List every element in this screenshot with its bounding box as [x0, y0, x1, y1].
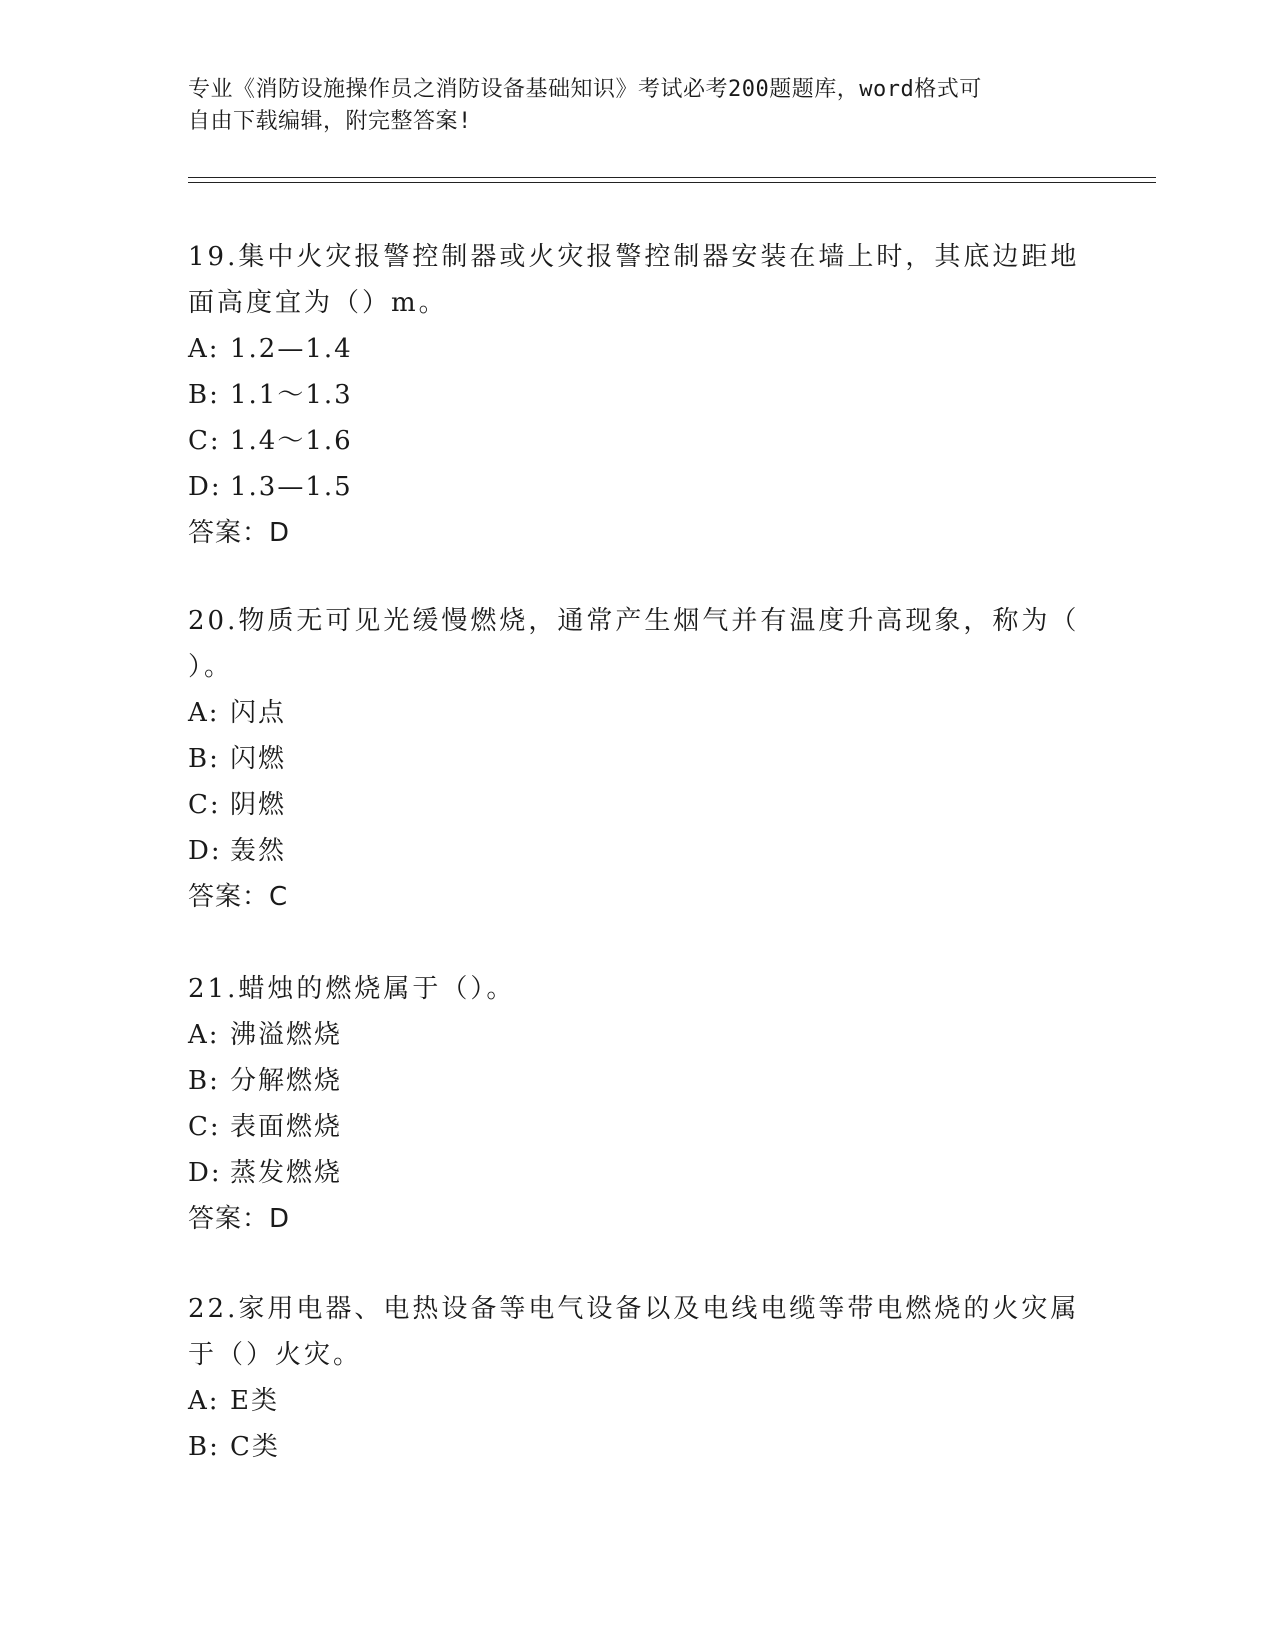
question-19	[188, 234, 1088, 556]
option-d	[188, 464, 1088, 510]
option-d	[188, 1150, 1088, 1196]
question-stem-line: 22.家用电器、电热设备等电气设备以及电线电缆等带电燃烧的火灾属	[188, 1294, 1080, 1324]
option-key: A:	[188, 334, 220, 364]
option-b	[188, 1058, 1088, 1104]
option-a	[188, 690, 1088, 736]
option-b	[188, 1424, 1088, 1470]
answer-line: 答案：C	[188, 882, 289, 912]
question-stem-line: 19.集中火灾报警控制器或火灾报警控制器安装在墙上时，其底边距地	[188, 242, 1080, 272]
option-text: 蒸发燃烧	[230, 1158, 343, 1188]
option-key: C:	[188, 426, 221, 456]
option-key: C:	[188, 790, 221, 820]
option-text: 1.4～1.6	[230, 426, 353, 456]
option-text: 闪点	[230, 698, 287, 728]
option-b	[188, 736, 1088, 782]
header-divider-bottom	[188, 182, 1156, 183]
option-text: 沸溢燃烧	[230, 1020, 343, 1050]
question-stem-line: 于（）火灾。	[188, 1340, 363, 1370]
option-text: 1.2—1.4	[230, 334, 353, 364]
option-text: 闪燃	[230, 744, 287, 774]
option-text: 轰然	[230, 836, 287, 866]
option-key: B:	[188, 1066, 220, 1096]
option-c	[188, 782, 1088, 828]
option-key: D:	[188, 1158, 222, 1188]
option-text: 阴燃	[230, 790, 287, 820]
option-text: 1.1～1.3	[230, 380, 353, 410]
question-stem-line: ）。	[188, 652, 234, 682]
option-text: 分解燃烧	[230, 1066, 343, 1096]
option-b	[188, 372, 1088, 418]
option-a	[188, 1012, 1088, 1058]
option-key: B:	[188, 1432, 220, 1462]
answer-line: 答案：D	[188, 1204, 291, 1234]
option-text: 1.3—1.5	[230, 472, 353, 502]
header-line-1: 专业《消防设施操作员之消防设备基础知识》考试必考200题题库，word格式可	[188, 77, 982, 102]
option-key: A:	[188, 1020, 220, 1050]
question-stem-line: 20.物质无可见光缓慢燃烧，通常产生烟气并有温度升高现象，称为（	[188, 606, 1080, 636]
option-text: E类	[230, 1386, 279, 1416]
option-key: C:	[188, 1112, 221, 1142]
option-c	[188, 418, 1088, 464]
header-line-2: 自由下载编辑，附完整答案!	[188, 109, 472, 134]
option-key: A:	[188, 1386, 220, 1416]
header-divider-top	[188, 177, 1156, 178]
option-key: B:	[188, 744, 220, 774]
question-stem-line: 21.蜡烛的燃烧属于（）。	[188, 974, 516, 1004]
option-a	[188, 1378, 1088, 1424]
question-20	[188, 598, 1088, 920]
option-key: A:	[188, 698, 220, 728]
option-key: D:	[188, 472, 222, 502]
option-c	[188, 1104, 1088, 1150]
question-stem-line: 面高度宜为（）m。	[188, 288, 448, 318]
option-a	[188, 326, 1088, 372]
option-key: B:	[188, 380, 220, 410]
option-d	[188, 828, 1088, 874]
option-text: 表面燃烧	[230, 1112, 343, 1142]
option-key: D:	[188, 836, 222, 866]
document-header	[188, 74, 1088, 138]
question-22	[188, 1286, 1088, 1470]
answer-line: 答案：D	[188, 518, 291, 548]
question-21	[188, 966, 1088, 1242]
option-text: C类	[230, 1432, 280, 1462]
